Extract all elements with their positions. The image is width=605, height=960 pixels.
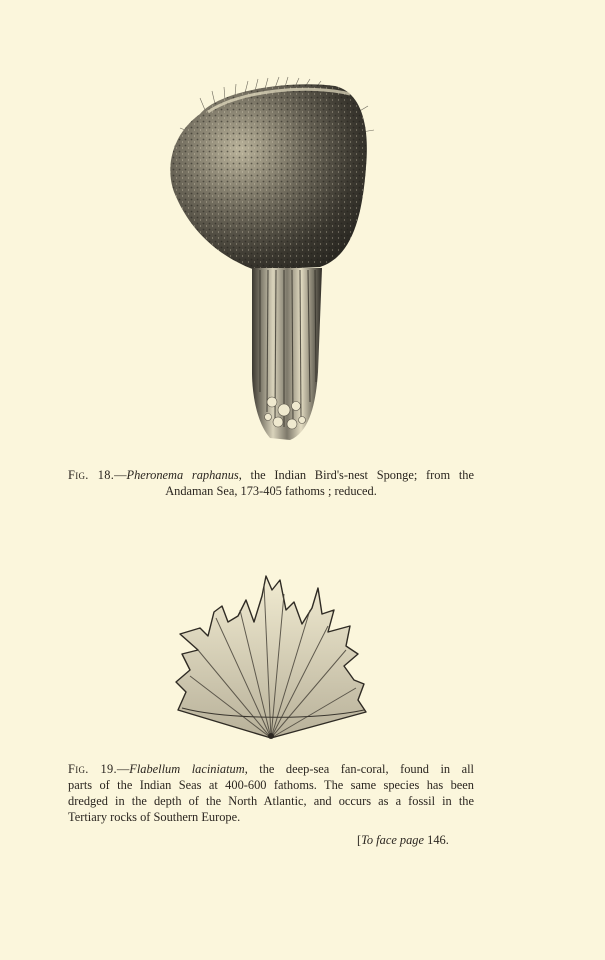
figure-19-caption-line-4: Tertiary rocks of Southern Europe. bbox=[68, 810, 241, 824]
figure-18-species: Pheronema raphanus bbox=[126, 468, 239, 482]
figure-18-caption bbox=[68, 467, 474, 499]
figure-18-caption-line-1 bbox=[68, 467, 474, 483]
sponge-illustration bbox=[160, 72, 380, 452]
figure-18-caption-line-2: Andaman Sea, 173-405 fathoms ; reduced. bbox=[165, 484, 377, 498]
figure-19-dash: — bbox=[116, 762, 130, 776]
figure-18-label: Fig. 18. bbox=[68, 468, 115, 482]
figure-19-caption-line-3: dredged in the depth of the North Atlantic, and occurs as a fossil in the bbox=[68, 794, 474, 808]
figure-19-caption bbox=[68, 761, 474, 825]
facing-page-note bbox=[357, 833, 449, 848]
figure-19-caption-line-1 bbox=[68, 761, 474, 777]
figure-19-species: Flabellum laciniatum bbox=[129, 762, 245, 776]
figure-19-description: , the deep-sea fan-coral, found in all bbox=[244, 762, 474, 776]
facing-page-number: 146. bbox=[427, 833, 449, 847]
facing-page-text: To face page bbox=[361, 833, 425, 847]
figure-19-label: Fig. 19. bbox=[68, 762, 117, 776]
figure-19-caption-line-2: parts of the Indian Seas at 400-600 fathoms. The same species has been bbox=[68, 778, 474, 792]
facing-page-bracket: [ bbox=[357, 833, 362, 847]
figure-18-description: , the Indian Bird's-nest Sponge; from the bbox=[238, 468, 474, 482]
fan-coral-illustration bbox=[168, 570, 374, 742]
figure-18-dash: — bbox=[114, 468, 127, 482]
